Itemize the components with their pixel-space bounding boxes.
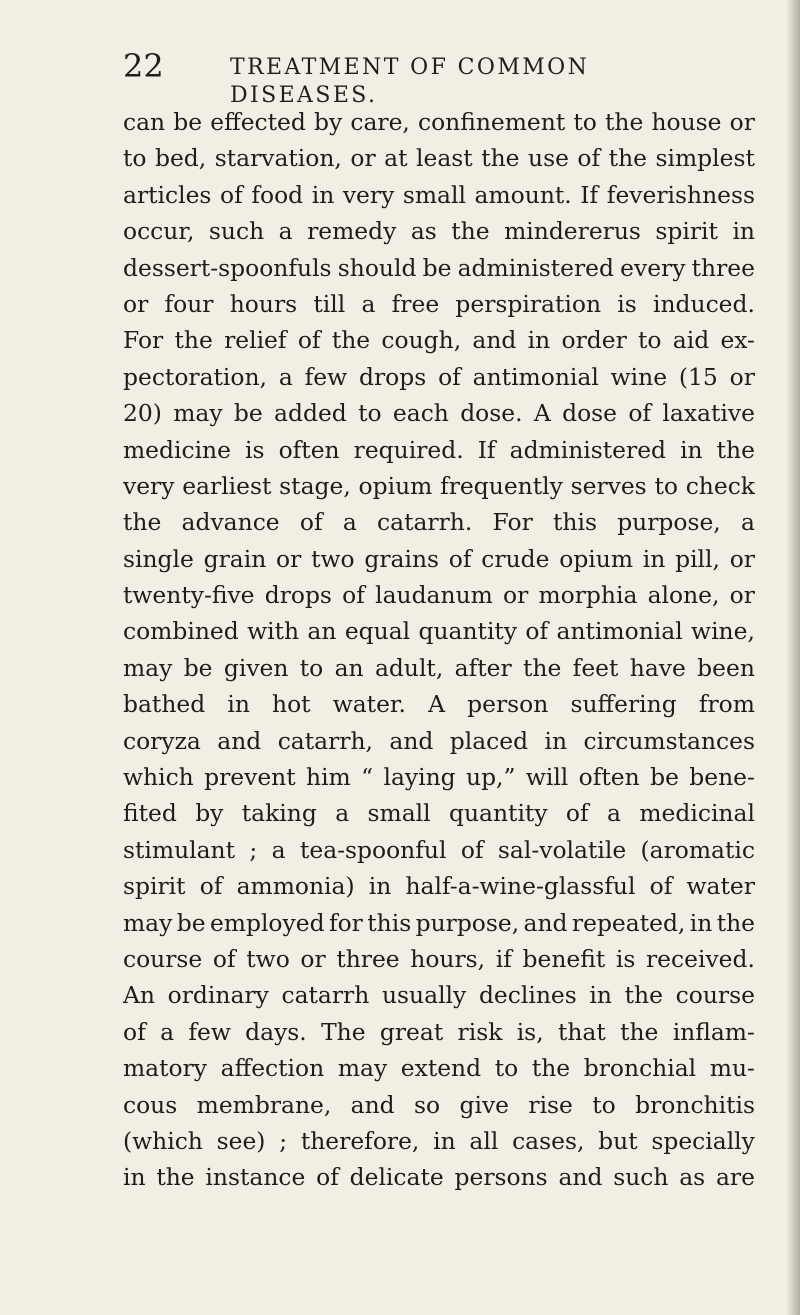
text-line: An ordinary catarrh usually declines in the course <box>123 981 755 1010</box>
text-line: (which see) ; therefore, in all cases, but specially <box>123 1126 755 1155</box>
page-header <box>123 44 723 108</box>
body-text <box>123 104 755 1196</box>
text-line: or four hours till a free perspiration is induced. <box>123 289 755 318</box>
text-line: may be given to an adult, after the feet have been <box>123 653 755 682</box>
text-line: matory affection may extend to the bronchial mu- <box>123 1054 755 1083</box>
text-line: occur, such a remedy as the mindererus spirit in <box>123 217 755 246</box>
text-line: fited by taking a small quantity of a medicinal <box>123 799 755 828</box>
text-line: For the relief of the cough, and in order to aid ex- <box>123 326 755 355</box>
text-line: articles of food in very small amount. If feverishness <box>123 180 755 209</box>
text-line: the advance of a catarrh. For this purpose, a <box>123 508 755 537</box>
page-number: 22 <box>123 47 164 85</box>
text-line: combined with an equal quantity of antimonial wine, <box>123 617 755 646</box>
text-line: single grain or two grains of crude opium in pill, or <box>123 544 755 573</box>
text-line: dessert-spoonfuls should be administered every three <box>123 253 755 282</box>
text-line: medicine is often required. If administered in the <box>123 435 755 464</box>
text-line: to bed, starvation, or at least the use of the simplest <box>123 144 755 173</box>
text-line: bathed in hot water. A person suffering from <box>123 690 755 719</box>
text-line: of a few days. The great risk is, that the inflam- <box>123 1017 755 1046</box>
page-edge-shadow <box>786 0 800 1315</box>
text-line: coryza and catarrh, and placed in circumstances <box>123 726 755 755</box>
text-line: can be effected by care, confinement to the house or <box>123 108 755 136</box>
text-line: in the instance of delicate persons and such as are <box>123 1163 755 1192</box>
running-head: TREATMENT OF COMMON DISEASES. <box>230 55 590 108</box>
text-line: pectoration, a few drops of antimonial wine (15 or <box>123 362 755 391</box>
text-line: may be employed for this purpose, and repeated, in the <box>123 908 755 937</box>
text-line: course of two or three hours, if benefit is received. <box>123 944 755 973</box>
text-line: cous membrane, and so give rise to bronchitis <box>123 1090 755 1119</box>
text-line: which prevent him “ laying up,” will often be bene- <box>123 763 755 792</box>
text-line: 20) may be added to each dose. A dose of laxative <box>123 399 755 428</box>
text-line: stimulant ; a tea-spoonful of sal-volatile (aromatic <box>123 835 755 864</box>
text-line: twenty-five drops of laudanum or morphia alone, or <box>123 581 755 610</box>
text-line: spirit of ammonia) in half-a-wine-glassful of water <box>123 872 755 901</box>
text-line: very earliest stage, opium frequently serves to check <box>123 471 755 500</box>
